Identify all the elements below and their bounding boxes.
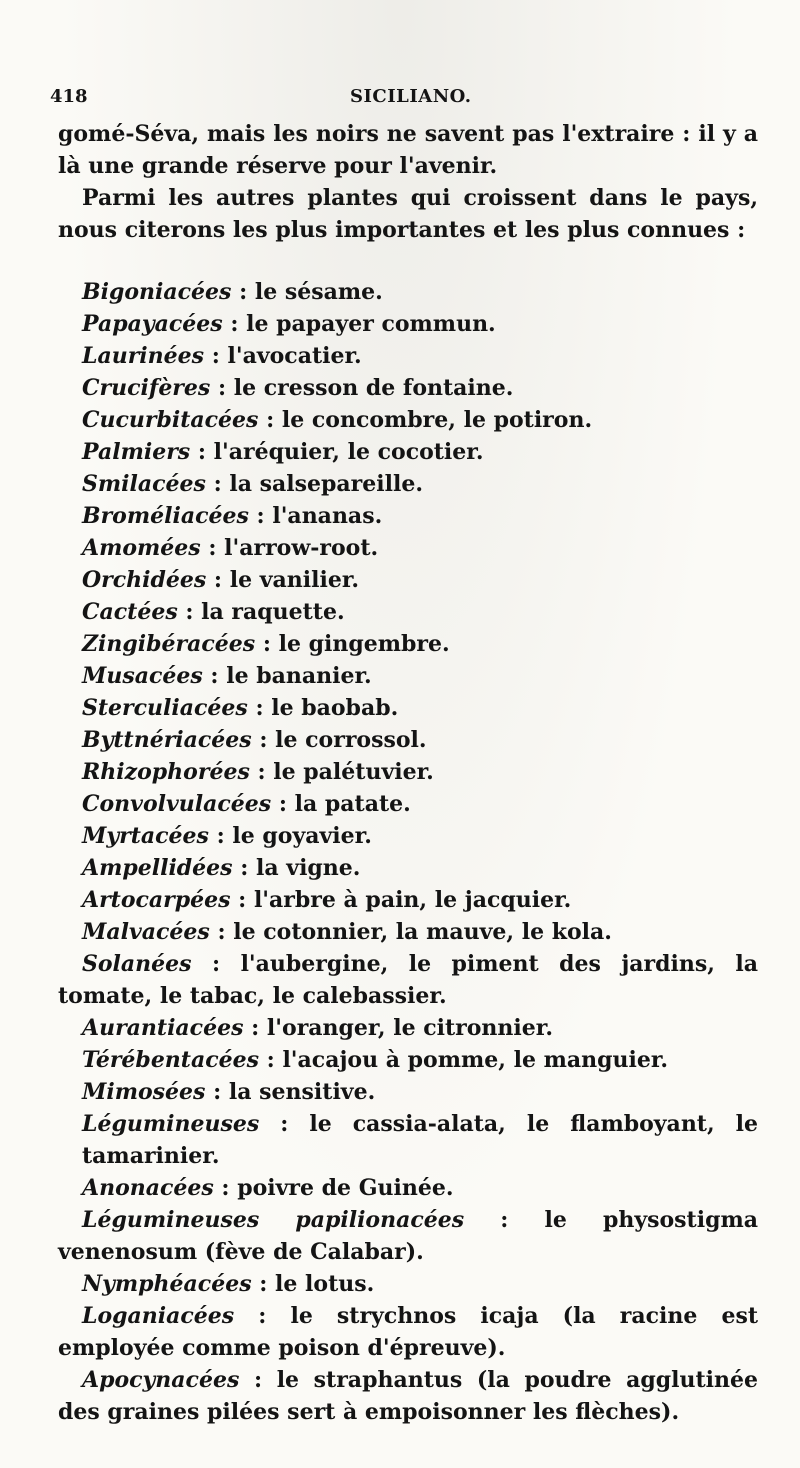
list-item: Laurinées : l'avocatier. [82,343,362,369]
plant-names: l'avocatier. [227,343,362,369]
list-item: Solanées : l'aubergine, le piment des jardins, la tomate, le tabac, le calebassier. [58,951,758,1009]
plant-names: la vigne. [256,855,361,881]
list-item: Cucurbitacées : le concombre, le potiron. [82,407,593,433]
plant-names: la patate. [294,791,411,817]
plant-names: le cresson de fontaine. [233,375,514,401]
list-item: Smilacées : la salsepareille. [82,471,423,497]
plant-names: le strychnos icaja (la racine est employée comme poison d'épreuve). [58,1303,758,1361]
list-item: Aurantiacées : l'oranger, le citronnier. [82,1015,553,1041]
plant-names: le gingembre. [278,631,450,657]
family-name: Bigoniacées [82,279,232,305]
family-name: Ampellidées [82,855,233,881]
list-item: Musacées : le bananier. [82,663,372,689]
plant-names: l'oranger, le citronnier. [266,1015,553,1041]
family-name: Apocynacées [82,1367,240,1393]
list-item: Apocynacées : le straphantus (la poudre agglutinée des graines pilées sert à empoisonner les flèches). [58,1367,758,1425]
family-name: Amomées [82,535,201,561]
family-name: Légumineuses papilionacées [82,1207,465,1233]
list-item: Légumineuses : le cassia-alata, le flamboyant, le tamarinier. [82,1111,758,1169]
list-item: Palmiers : l'aréquier, le cocotier. [82,439,484,465]
plant-family-list [58,276,758,1428]
family-name: Myrtacées [82,823,209,849]
family-name: Térébentacées [82,1047,259,1073]
plant-names: le lotus. [275,1271,375,1297]
plant-names: la salsepareille. [229,471,423,497]
family-name: Broméliacées [82,503,249,529]
list-item: Anonacées : poivre de Guinée. [82,1175,454,1201]
plant-names: le physostigma venenosum (fève de Calabar). [58,1207,758,1265]
list-item: Zingibéracées : le gingembre. [82,631,450,657]
list-item: Bigoniacées : le sésame. [82,279,383,305]
plant-names: le straphantus (la poudre agglutinée des graines pilées sert à empoisonner les flèches). [58,1367,758,1425]
intro-paragraph-continued: gomé-Séva, mais les noirs ne savent pas l'extraire : il y a là une grande réserve pour l'avenir. [58,121,758,179]
plant-names: le bananier. [226,663,372,689]
plant-names: le palétuvier. [273,759,434,785]
family-name: Zingibéracées [82,631,256,657]
family-name: Papayacées [82,311,223,337]
list-item: Papayacées : le papayer commun. [82,311,496,337]
intro-paragraph: Parmi les autres plantes qui croissent dans le pays, nous citerons les plus importantes et les plus connues : [58,185,758,243]
body-text [58,118,758,1428]
family-name: Aurantiacées [82,1015,244,1041]
list-item: Broméliacées : l'ananas. [82,503,383,529]
plant-names: l'arrow-root. [224,535,379,561]
plant-names: l'aréquier, le cocotier. [213,439,484,465]
plant-names: l'ananas. [272,503,383,529]
list-item: Rhizophorées : le palétuvier. [82,759,434,785]
family-name: Rhizophorées [82,759,250,785]
plant-names: le cassia-alata, le flamboyant, le tamarinier. [82,1111,758,1169]
list-item: Cactées : la raquette. [82,599,345,625]
list-item: Artocarpées : l'arbre à pain, le jacquier. [82,887,572,913]
list-item: Malvacées : le cotonnier, la mauve, le kola. [82,919,612,945]
plant-names: le cotonnier, la mauve, le kola. [233,919,612,945]
family-name: Mimosées [82,1079,206,1105]
plant-names: le concombre, le potiron. [281,407,593,433]
family-name: Orchidées [82,567,207,593]
family-name: Anonacées [82,1175,214,1201]
plant-names: l'aubergine, le piment des jardins, la tomate, le tabac, le calebassier. [58,951,758,1009]
plant-names: le sésame. [254,279,383,305]
page-number: 418 [50,86,88,107]
family-name: Artocarpées [82,887,231,913]
list-item: Sterculiacées : le baobab. [82,695,399,721]
list-item: Orchidées : le vanilier. [82,567,360,593]
plant-names: l'arbre à pain, le jacquier. [253,887,572,913]
list-item: Amomées : l'arrow-root. [82,535,379,561]
list-item: Crucifères : le cresson de fontaine. [82,375,514,401]
family-name: Malvacées [82,919,210,945]
list-item: Légumineuses papilionacées : le physostigma venenosum (fève de Calabar). [58,1207,758,1265]
family-name: Musacées [82,663,203,689]
list-item: Nymphéacées : le lotus. [82,1271,375,1297]
plant-names: le papayer commun. [246,311,496,337]
family-name: Cactées [82,599,178,625]
list-item: Ampellidées : la vigne. [82,855,361,881]
list-item: Byttnériacées : le corrossol. [82,727,427,753]
plant-names: la raquette. [201,599,345,625]
page-header [50,86,740,110]
family-name: Palmiers [82,439,191,465]
family-name: Solanées [82,951,192,977]
list-item: Myrtacées : le goyavier. [82,823,372,849]
list-item: Loganiacées : le strychnos icaja (la racine est employée comme poison d'épreuve). [58,1303,758,1361]
family-name: Cucurbitacées [82,407,259,433]
family-name: Crucifères [82,375,211,401]
family-name: Loganiacées [82,1303,235,1329]
list-item: Mimosées : la sensitive. [82,1079,376,1105]
plant-names: l'acajou à pomme, le manguier. [282,1047,669,1073]
family-name: Smilacées [82,471,206,497]
plant-names: poivre de Guinée. [237,1175,454,1201]
running-head: SICILIANO. [350,86,472,107]
family-name: Laurinées [82,343,205,369]
plant-names: le goyavier. [232,823,372,849]
family-name: Convolvulacées [82,791,272,817]
plant-names: le baobab. [271,695,399,721]
plant-names: la sensitive. [228,1079,376,1105]
list-item: Térébentacées : l'acajou à pomme, le manguier. [82,1047,669,1073]
plant-names: le vanilier. [229,567,360,593]
family-name: Byttnériacées [82,727,252,753]
family-name: Nymphéacées [82,1271,252,1297]
plant-names: le corrossol. [275,727,427,753]
family-name: Légumineuses [82,1111,260,1137]
family-name: Sterculiacées [82,695,248,721]
list-item: Convolvulacées : la patate. [82,791,411,817]
